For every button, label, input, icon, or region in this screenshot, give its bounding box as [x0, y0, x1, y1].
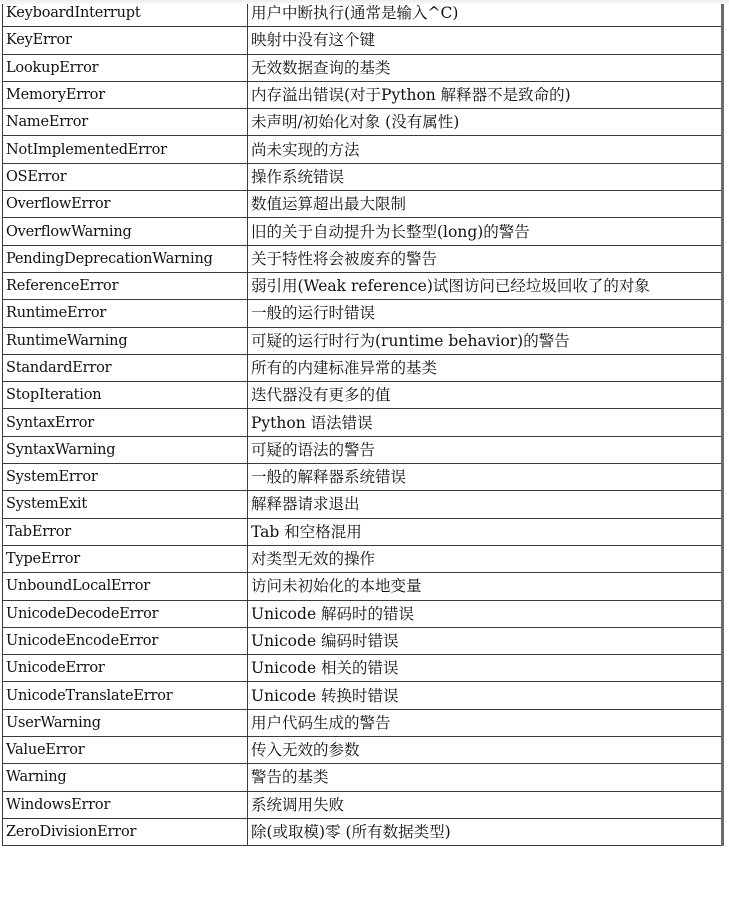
table-row [3, 627, 723, 654]
table-row [3, 81, 723, 108]
exception-name-cell: OverflowError [3, 191, 248, 218]
exception-description-cell: 关于特性将会被废弃的警告 [248, 245, 723, 272]
table-row [3, 709, 723, 736]
table-row [3, 764, 723, 791]
exception-description-cell: 尚未实现的方法 [248, 136, 723, 163]
table-row [3, 409, 723, 436]
exception-name-cell: ReferenceError [3, 272, 248, 299]
table-row [3, 737, 723, 764]
exception-description-cell: Unicode 编码时错误 [248, 627, 723, 654]
exception-name-cell: ValueError [3, 737, 248, 764]
exception-description-cell: 操作系统错误 [248, 163, 723, 190]
exceptions-table [2, 0, 724, 846]
exception-name-cell: TabError [3, 518, 248, 545]
table-row [3, 545, 723, 572]
exception-description-cell: 弱引用(Weak reference)试图访问已经垃圾回收了的对象 [248, 272, 723, 299]
exception-name-cell: UnicodeEncodeError [3, 627, 248, 654]
exception-name-cell: TypeError [3, 545, 248, 572]
exception-description-cell: Tab 和空格混用 [248, 518, 723, 545]
exception-description-cell: 系统调用失败 [248, 791, 723, 818]
table-row [3, 818, 723, 845]
table-row [3, 382, 723, 409]
exception-name-cell: LookupError [3, 54, 248, 81]
exception-description-cell: 访问未初始化的本地变量 [248, 573, 723, 600]
exception-name-cell: StandardError [3, 354, 248, 381]
exception-name-cell: UnboundLocalError [3, 573, 248, 600]
table-row [3, 327, 723, 354]
exception-description-cell: 映射中没有这个键 [248, 27, 723, 54]
exception-description-cell: 旧的关于自动提升为长整型(long)的警告 [248, 218, 723, 245]
table-row [3, 163, 723, 190]
table-row [3, 464, 723, 491]
exception-name-cell: SyntaxWarning [3, 436, 248, 463]
exception-description-cell: 无效数据查询的基类 [248, 54, 723, 81]
exception-name-cell: SystemExit [3, 491, 248, 518]
table-row [3, 791, 723, 818]
exception-name-cell: OSError [3, 163, 248, 190]
exception-name-cell: MemoryError [3, 81, 248, 108]
exception-name-cell: NameError [3, 109, 248, 136]
exception-description-cell: Unicode 相关的错误 [248, 655, 723, 682]
exception-name-cell: ZeroDivisionError [3, 818, 248, 845]
exception-description-cell: 一般的运行时错误 [248, 300, 723, 327]
exceptions-table-body [3, 0, 723, 846]
table-row [3, 655, 723, 682]
exception-description-cell: Unicode 解码时的错误 [248, 600, 723, 627]
exception-description-cell: 用户代码生成的警告 [248, 709, 723, 736]
table-row [3, 354, 723, 381]
exception-description-cell: 迭代器没有更多的值 [248, 382, 723, 409]
table-row [3, 136, 723, 163]
exception-description-cell: 除(或取模)零 (所有数据类型) [248, 818, 723, 845]
table-row [3, 191, 723, 218]
exception-description-cell: 传入无效的参数 [248, 737, 723, 764]
table-row [3, 54, 723, 81]
exception-name-cell: UnicodeDecodeError [3, 600, 248, 627]
top-edge-shadow [0, 0, 729, 4]
exception-description-cell: 内存溢出错误(对于Python 解释器不是致命的) [248, 81, 723, 108]
exception-name-cell: Warning [3, 764, 248, 791]
table-row [3, 218, 723, 245]
table-row [3, 682, 723, 709]
exception-name-cell: UnicodeTranslateError [3, 682, 248, 709]
table-row [3, 573, 723, 600]
exception-description-cell: Python 语法错误 [248, 409, 723, 436]
table-row [3, 436, 723, 463]
exception-name-cell: KeyboardInterrupt [3, 0, 248, 27]
exception-description-cell: 解释器请求退出 [248, 491, 723, 518]
exception-description-cell: 一般的解释器系统错误 [248, 464, 723, 491]
table-row [3, 272, 723, 299]
exception-name-cell: RuntimeError [3, 300, 248, 327]
table-row [3, 0, 723, 27]
exception-name-cell: WindowsError [3, 791, 248, 818]
table-row [3, 300, 723, 327]
exception-description-cell: 警告的基类 [248, 764, 723, 791]
exception-description-cell: 用户中断执行(通常是输入^C) [248, 0, 723, 27]
exception-name-cell: KeyError [3, 27, 248, 54]
exception-name-cell: UserWarning [3, 709, 248, 736]
table-row [3, 27, 723, 54]
exception-description-cell: 所有的内建标准异常的基类 [248, 354, 723, 381]
exception-name-cell: UnicodeError [3, 655, 248, 682]
table-row [3, 600, 723, 627]
exception-description-cell: 数值运算超出最大限制 [248, 191, 723, 218]
exception-description-cell: Unicode 转换时错误 [248, 682, 723, 709]
exception-name-cell: PendingDeprecationWarning [3, 245, 248, 272]
table-row [3, 491, 723, 518]
table-row [3, 109, 723, 136]
exception-name-cell: SystemError [3, 464, 248, 491]
exception-name-cell: StopIteration [3, 382, 248, 409]
exception-name-cell: RuntimeWarning [3, 327, 248, 354]
table-row [3, 245, 723, 272]
exception-name-cell: SyntaxError [3, 409, 248, 436]
table-row [3, 518, 723, 545]
exception-description-cell: 未声明/初始化对象 (没有属性) [248, 109, 723, 136]
exception-description-cell: 可疑的语法的警告 [248, 436, 723, 463]
exception-name-cell: NotImplementedError [3, 136, 248, 163]
exception-description-cell: 对类型无效的操作 [248, 545, 723, 572]
exception-name-cell: OverflowWarning [3, 218, 248, 245]
exception-description-cell: 可疑的运行时行为(runtime behavior)的警告 [248, 327, 723, 354]
